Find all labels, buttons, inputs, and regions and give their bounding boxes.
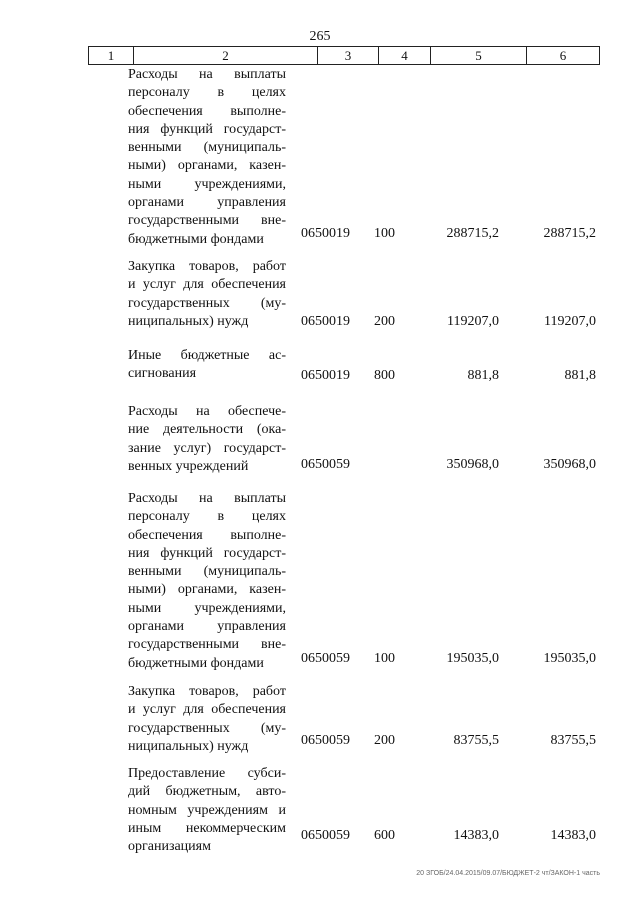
amount-column-6: 119207,0	[544, 314, 596, 329]
description-line: Расходы на выплаты	[128, 491, 286, 506]
amount-column-5: 83755,5	[453, 733, 499, 748]
description-line: бюджетными фондами	[128, 231, 264, 247]
row-description	[128, 683, 286, 756]
description-line: государственных (му-	[128, 720, 286, 736]
amount-column-5: 350968,0	[446, 457, 499, 472]
row-description	[128, 347, 286, 384]
description-line: органами управления	[128, 619, 286, 635]
amount-column-5: 288715,2	[446, 226, 499, 241]
description-line: сигнования	[128, 366, 197, 382]
description-line: ными) органами, казен-	[128, 582, 286, 598]
description-line: Расходы на обеспече-	[128, 404, 286, 419]
target-article-code: 0650059	[301, 733, 350, 748]
description-line: иным некоммерческим	[128, 820, 286, 836]
description-line: органами управления	[128, 195, 286, 211]
column-header: 2	[134, 47, 318, 64]
column-header: 3	[318, 47, 379, 64]
description-line: ными учреждениями,	[128, 176, 286, 192]
amount-column-6: 83755,5	[550, 733, 596, 748]
amount-column-6: 881,8	[564, 368, 596, 383]
description-line: ными учреждениями,	[128, 600, 286, 616]
target-article-code: 0650059	[301, 828, 350, 843]
description-line: ния функций государст-	[128, 121, 286, 137]
amount-column-6: 288715,2	[543, 226, 596, 241]
description-line: организациям	[128, 839, 211, 855]
description-line: Иные бюджетные ас-	[128, 348, 286, 363]
target-article-code: 0650059	[301, 457, 350, 472]
column-header: 5	[431, 47, 527, 64]
expense-type-code: 200	[374, 314, 395, 329]
expense-type-code: 800	[374, 368, 395, 383]
row-description	[128, 258, 286, 331]
row-description	[128, 765, 286, 856]
description-line: бюджетными фондами	[128, 655, 264, 671]
expense-type-code: 200	[374, 733, 395, 748]
description-line: венными (муниципаль-	[128, 140, 286, 156]
column-header: 4	[379, 47, 431, 64]
target-article-code: 0650019	[301, 314, 350, 329]
description-line: персоналу в целях	[128, 509, 286, 525]
expense-type-code: 600	[374, 828, 395, 843]
description-line: венными (муниципаль-	[128, 564, 286, 580]
target-article-code: 0650059	[301, 651, 350, 666]
description-line: дий бюджетным, авто-	[128, 784, 286, 800]
description-line: венных учреждений	[128, 458, 249, 474]
description-line: обеспечения выполне-	[128, 103, 286, 119]
target-article-code: 0650019	[301, 368, 350, 383]
description-line: персоналу в целях	[128, 85, 286, 101]
amount-column-5: 195035,0	[446, 651, 499, 666]
description-line: государственными вне-	[128, 637, 286, 653]
description-line: Расходы на выплаты	[128, 67, 286, 82]
description-line: ниципальных) нужд	[128, 313, 249, 329]
column-header: 6	[559, 48, 567, 63]
row-description	[128, 66, 286, 249]
footer-stamp: 20 ЗГОБ/24.04.2015/09.07/БЮДЖЕТ-2 чт/ЗАКОН-1 часть	[416, 870, 600, 877]
description-line: ние деятельности (ока-	[128, 422, 286, 438]
description-line: ния функций государст-	[128, 545, 286, 561]
amount-column-5: 119207,0	[447, 314, 499, 329]
target-article-code: 0650019	[301, 226, 350, 241]
description-line: ными) органами, казен-	[128, 158, 286, 174]
description-line: государственных (му-	[128, 295, 286, 311]
amount-column-6: 195035,0	[543, 651, 596, 666]
row-description	[128, 490, 286, 673]
description-line: Закупка товаров, работ	[128, 259, 286, 274]
expense-type-code: 100	[374, 226, 395, 241]
description-line: Закупка товаров, работ	[128, 684, 286, 699]
description-line: номным учреждениям и	[128, 802, 286, 818]
description-line: государственными вне-	[128, 213, 286, 229]
description-line: и услуг для обеспечения	[128, 702, 286, 718]
row-description	[128, 403, 286, 476]
expense-type-code: 100	[374, 651, 395, 666]
column-header: 1	[89, 47, 134, 64]
description-line: зание услуг) государст-	[128, 440, 286, 456]
amount-column-6: 14383,0	[550, 828, 596, 843]
amount-column-6: 350968,0	[543, 457, 596, 472]
description-line: и услуг для обеспечения	[128, 277, 286, 293]
description-line: обеспечения выполне-	[128, 527, 286, 543]
column-header-row	[88, 46, 600, 65]
amount-column-5: 881,8	[467, 368, 499, 383]
description-line: Предоставление субси-	[128, 766, 286, 781]
page-number: 265	[309, 29, 331, 44]
amount-column-5: 14383,0	[453, 828, 499, 843]
description-line: ниципальных) нужд	[128, 738, 249, 754]
